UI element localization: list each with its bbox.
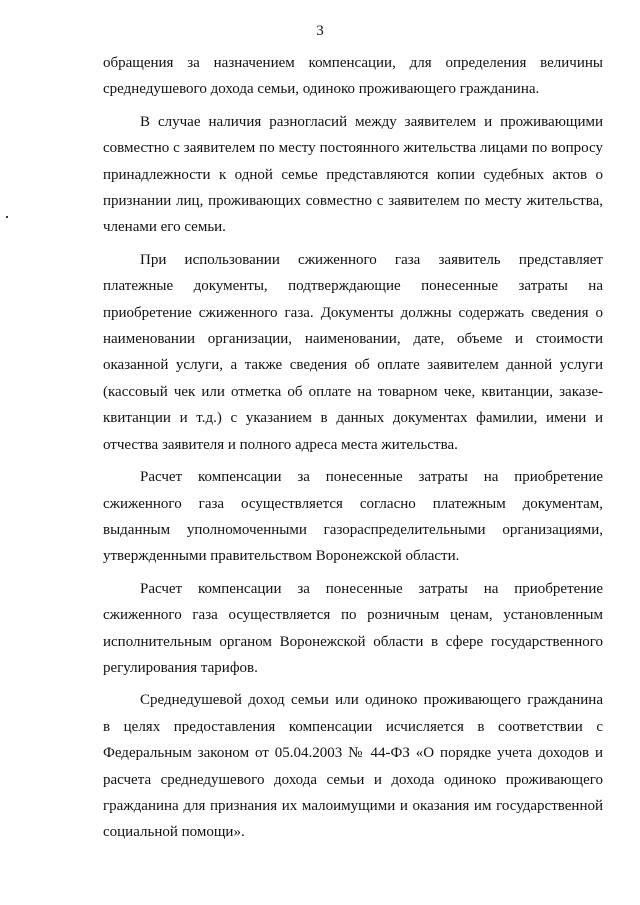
text-line: принадлежности к одной семье представляются копии судебных актов о [103, 166, 603, 183]
text-line: регулирования тарифов. [103, 659, 258, 676]
text-line: отчества заявителя и полного адреса места жительства. [103, 436, 458, 453]
document-body [103, 50, 603, 846]
text-line: членами его семьи. [103, 219, 226, 236]
text-line: обращения за назначением компенсации, для определения величины [103, 55, 603, 71]
paragraph-5 [103, 576, 603, 682]
text-line: При использовании сжиженного газа заявитель представляет [140, 251, 603, 268]
text-line: в целях предоставления компенсации исчисляется в соответствии с [103, 718, 603, 735]
text-line: социальной помощи». [103, 824, 245, 841]
text-line: совместно с заявителем по месту постоянного жительства лицами по вопросу [103, 140, 603, 157]
paragraph-1 [103, 50, 603, 103]
paragraph-4 [103, 464, 603, 570]
text-line: гражданина для признания их малоимущими и оказания им государственной [103, 797, 603, 814]
text-line: Расчет компенсации за понесенные затраты на приобретение [140, 469, 603, 486]
text-line: приобретение сжиженного газа. Документы должны содержать сведения о [103, 304, 603, 321]
text-line: (кассовый чек или отметка об оплате на товарном чеке, квитанции, заказе- [103, 383, 603, 400]
paragraph-6 [103, 687, 603, 845]
paragraph-3 [103, 247, 603, 458]
text-line: исполнительным органом Воронежской области в сфере государственного [103, 633, 603, 650]
text-line: Федеральным законом от 05.04.2003 № 44-ФЗ «О порядке учета доходов и [103, 745, 603, 762]
text-line: платежные документы, подтверждающие понесенные затраты на [103, 278, 603, 295]
paragraph-2 [103, 109, 603, 241]
text-line: Среднедушевой доход семьи или одиноко проживающего гражданина [140, 692, 603, 709]
margin-mark [6, 216, 8, 218]
text-line: оказанной услуги, а также сведения об оплате заявителем данной услуги [103, 357, 603, 374]
text-line: сжиженного газа осуществляется согласно платежным документам, [103, 495, 603, 512]
text-line: среднедушевого дохода семьи, одиноко проживающего гражданина. [103, 81, 540, 98]
text-line: признании лиц, проживающих совместно с заявителем по месту жительства, [103, 193, 603, 210]
text-line: сжиженного газа осуществляется по розничным ценам, установленным [103, 607, 603, 624]
text-line: В случае наличия разногласий между заявителем и проживающими [140, 113, 603, 130]
text-line: квитанции и т.д.) с указанием в данных документах фамилии, имени и [103, 410, 603, 427]
text-line: расчета среднедушевого дохода семьи и дохода одиноко проживающего [103, 771, 603, 788]
page-number: 3 [316, 23, 324, 39]
text-line: выданным уполномоченными газораспределительными организациями, [103, 521, 603, 538]
text-line: Расчет компенсации за понесенные затраты на приобретение [140, 580, 603, 597]
text-line: наименовании организации, наименовании, дате, объеме и стоимости [103, 331, 603, 348]
text-line: утвержденными правительством Воронежской области. [103, 548, 460, 565]
